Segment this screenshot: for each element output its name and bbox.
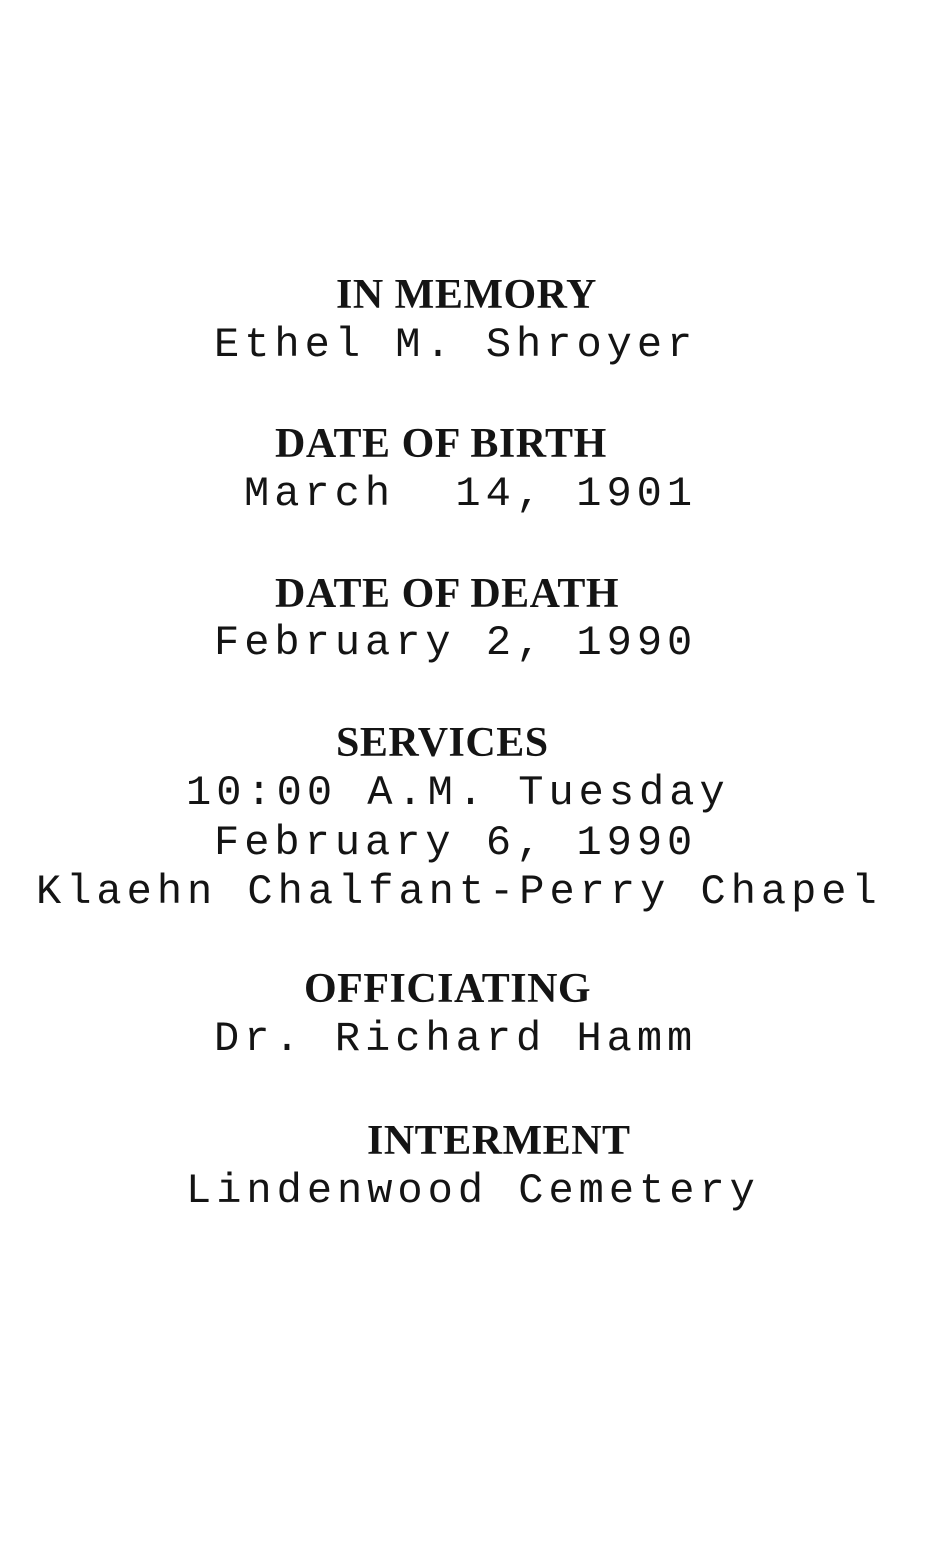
date-of-death-heading: DATE OF DEATH: [275, 571, 620, 617]
services-date: February 6, 1990: [214, 819, 698, 867]
date-of-death-value: February 2, 1990: [214, 619, 698, 667]
interment-heading: INTERMENT: [367, 1118, 631, 1164]
officiating-heading: OFFICIATING: [304, 966, 592, 1012]
in-memory-heading: IN MEMORY: [336, 272, 597, 318]
services-heading: SERVICES: [336, 720, 549, 766]
deceased-name: Ethel M. Shroyer: [214, 321, 698, 369]
date-of-birth-heading: DATE OF BIRTH: [275, 421, 607, 467]
officiant-name: Dr. Richard Hamm: [214, 1015, 698, 1063]
services-location: Klaehn Chalfant-Perry Chapel: [36, 868, 882, 916]
services-time: 10:00 A.M. Tuesday: [186, 769, 730, 817]
interment-location: Lindenwood Cemetery: [186, 1167, 760, 1215]
date-of-birth-value: March 14, 1901: [244, 470, 698, 518]
